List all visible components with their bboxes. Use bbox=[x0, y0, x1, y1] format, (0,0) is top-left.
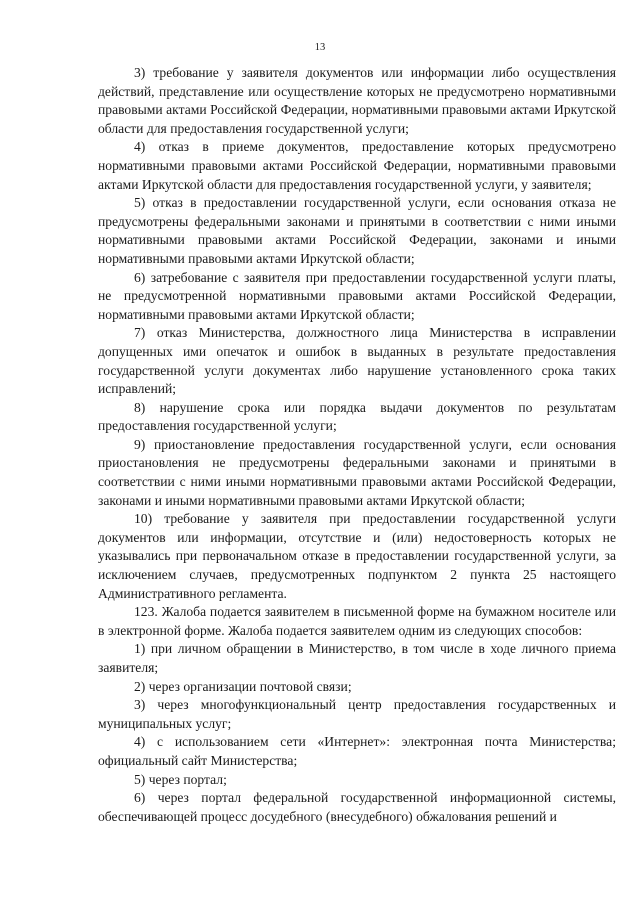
method-item-5: 5) через портал; bbox=[134, 771, 227, 787]
paragraph-item-4: 4) отказ в приеме документов, предоставление которых предусмотрено нормативными правовыми актами Российской Федерации, нормативными правовыми актами Иркутской области для предоставления государственной услуги, у заявителя; bbox=[98, 139, 616, 192]
method-item-2: 2) через организации почтовой связи; bbox=[134, 678, 352, 694]
document-body bbox=[98, 64, 616, 826]
paragraph-item-10: 10) требование у заявителя при предоставлении государственной услуги документов или информации, отсутствие и (или) недостоверность которых не указывались при первоначальном отказе в предоставлении государственной услуги, за исключением случаев, предусмотренных подпунктом 2 пункта 25 настоящего Административного регламента. bbox=[98, 511, 616, 601]
method-item-4: 4) с использованием сети «Интернет»: электронная почта Министерства; официальный сайт Министерства; bbox=[98, 734, 616, 768]
method-item-3: 3) через многофункциональный центр предоставления государственных и муниципальных услуг; bbox=[98, 697, 616, 731]
paragraph-item-5: 5) отказ в предоставлении государственной услуги, если основания отказа не предусмотрены федеральными законами и принятыми в соответствии с ними иными нормативными правовыми актами Российской Федерации, законами и иными нормативными правовыми актами Иркутской области; bbox=[98, 195, 616, 266]
paragraph-item-9: 9) приостановление предоставления государственной услуги, если основания приостановления не предусмотрены федеральными законами и принятыми в соответствии с ними иными нормативными правовыми актами Российской Федерации, законами и иными нормативными правовыми актами Иркутской области; bbox=[98, 436, 616, 508]
paragraph-item-8: 8) нарушение срока или порядка выдачи документов по результатам предоставления государственной услуги; bbox=[98, 399, 616, 434]
page-number: 13 bbox=[314, 42, 326, 53]
method-item-6: 6) через портал федеральной государственной информационной системы, обеспечивающей процесс досудебного (внесудебного) обжалования решений и bbox=[98, 790, 616, 824]
paragraph-item-3: 3) требование у заявителя документов или информации либо осуществления действий, представление или осуществление которых не предусмотрено нормативными правовыми актами Российской Федерации, нормативными правовыми актами Иркутской области для предоставления государственной услуги; bbox=[98, 65, 616, 136]
method-item-1: 1) при личном обращении в Министерство, в том числе в ходе личного приема заявителя; bbox=[98, 641, 616, 675]
paragraph-clause-123: 123. Жалоба подается заявителем в письменной форме на бумажном носителе или в электронной форме. Жалоба подается заявителем одним из следующих способов: bbox=[98, 604, 616, 638]
paragraph-item-7: 7) отказ Министерства, должностного лица Министерства в исправлении допущенных ими опечаток и ошибок в выданных в результате предоставления государственной услуги документах либо нарушение установленного срока таких исправлений; bbox=[98, 325, 616, 397]
paragraph-item-6: 6) затребование с заявителя при предоставлении государственной услуги платы, не предусмотренной нормативными правовыми актами Российской Федерации, нормативными правовыми актами Иркутской области; bbox=[98, 269, 616, 322]
